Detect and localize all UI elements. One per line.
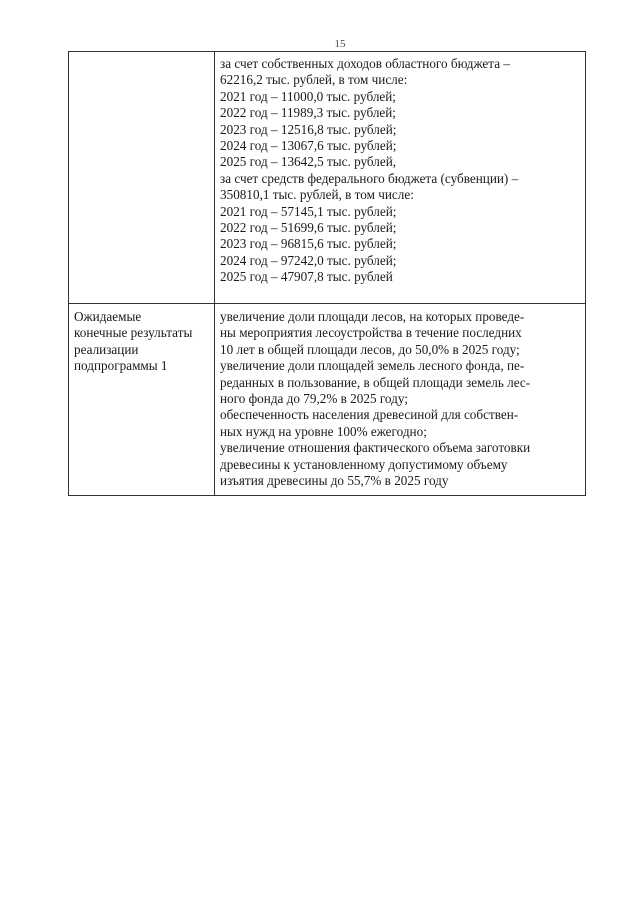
results-label-cell <box>69 304 215 496</box>
funding-line: 2024 год – 13067,6 тыс. рублей; <box>220 138 397 154</box>
results-line: увеличение отношения фактического объема заготовки <box>220 440 531 456</box>
funding-line: 2021 год – 57145,1 тыс. рублей; <box>220 203 397 219</box>
funding-line: за счет средств федерального бюджета (субвенции) – <box>220 170 519 186</box>
funding-line: 2023 год – 12516,8 тыс. рублей; <box>220 121 397 137</box>
results-label-line: реализации <box>74 341 139 357</box>
results-line: 10 лет в общей площади лесов, до 50,0% в 2025 году; <box>220 341 520 357</box>
results-label-line: подпрограммы 1 <box>74 358 168 374</box>
results-line: обеспеченность населения древесиной для собствен- <box>220 407 519 423</box>
results-line: увеличение доли площадей земель лесного фонда, пе- <box>220 358 525 374</box>
funding-line: 2022 год – 11989,3 тыс. рублей; <box>220 105 396 121</box>
funding-line: 2024 год – 97242,0 тыс. рублей; <box>220 252 397 268</box>
passport-table <box>68 51 586 496</box>
funding-line: за счет собственных доходов областного бюджета – <box>220 56 510 71</box>
page-number: 15 <box>334 38 346 50</box>
funding-line: 350810,1 тыс. рублей, в том числе: <box>220 187 414 203</box>
funding-line: 2025 год – 47907,8 тыс. рублей <box>220 269 393 285</box>
results-line: древесины к установленному допустимому объему <box>220 456 508 472</box>
funding-line: 2023 год – 96815,6 тыс. рублей; <box>220 236 397 252</box>
funding-cell <box>215 52 586 304</box>
table-cell-empty <box>69 52 215 304</box>
table-row-results <box>69 304 586 496</box>
results-line: изъятия древесины до 55,7% в 2025 году <box>220 473 449 489</box>
results-label-line: конечные результаты <box>74 325 193 341</box>
results-line: ного фонда до 79,2% в 2025 году; <box>220 391 408 407</box>
results-cell <box>215 304 586 496</box>
funding-line: 62216,2 тыс. рублей, в том числе: <box>220 72 408 88</box>
funding-line: 2025 год – 13642,5 тыс. рублей, <box>220 154 397 170</box>
funding-line: 2021 год – 11000,0 тыс. рублей; <box>220 88 396 104</box>
results-label-line: Ожидаемые <box>74 309 142 324</box>
funding-line: 2022 год – 51699,6 тыс. рублей; <box>220 220 397 236</box>
results-line: ны мероприятия лесоустройства в течение последних <box>220 325 522 341</box>
results-line: ных нужд на уровне 100% ежегодно; <box>220 423 427 439</box>
results-line: увеличение доли площади лесов, на которых проведе- <box>220 309 525 324</box>
results-line: реданных в пользование, в общей площади земель лес- <box>220 374 531 390</box>
table-row-funding <box>69 52 586 304</box>
